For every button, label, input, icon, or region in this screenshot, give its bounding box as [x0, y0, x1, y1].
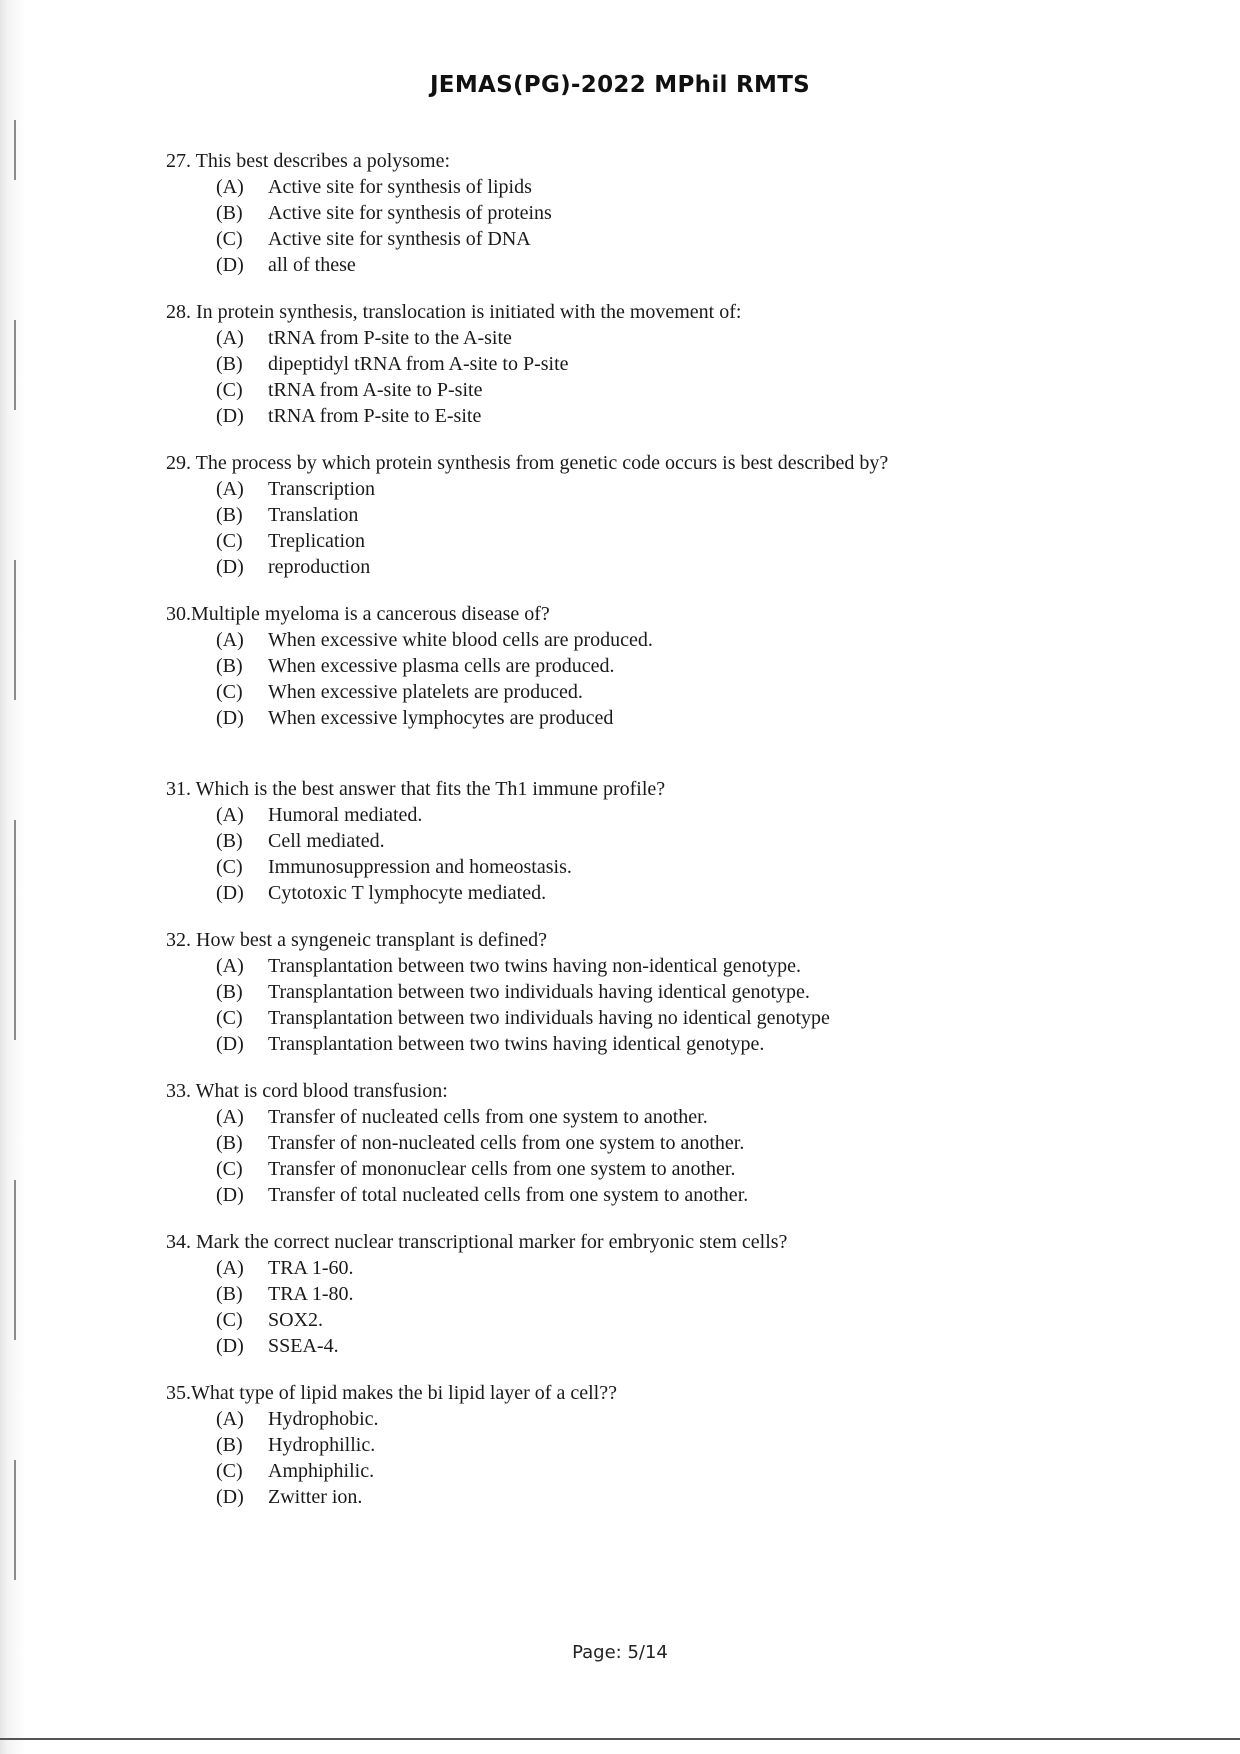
option-label: (C)	[216, 856, 243, 878]
option-item	[216, 953, 1066, 979]
option-label: (D)	[216, 556, 244, 578]
question-34	[166, 1229, 1066, 1359]
option-text: dipeptidyl tRNA from A-site to P-site	[268, 353, 569, 375]
option-label: (C)	[216, 1309, 243, 1331]
option-label: (A)	[216, 955, 244, 977]
option-list	[166, 476, 1066, 580]
option-item	[216, 880, 1066, 906]
question-29	[166, 450, 1066, 580]
option-list	[166, 174, 1066, 278]
option-item	[216, 403, 1066, 429]
option-label: (C)	[216, 530, 243, 552]
option-list	[166, 802, 1066, 906]
option-label: (B)	[216, 830, 243, 852]
option-text: Translation	[268, 504, 359, 526]
option-label: (D)	[216, 405, 244, 427]
option-label: (D)	[216, 1184, 244, 1206]
option-text: tRNA from P-site to the A-site	[268, 327, 512, 349]
question-text: 31. Which is the best answer that fits the Th1 immune profile?	[166, 778, 666, 800]
option-text: Humoral mediated.	[268, 804, 423, 826]
option-item	[216, 627, 1066, 653]
option-label: (A)	[216, 478, 244, 500]
option-item	[216, 1281, 1066, 1307]
option-item	[216, 1432, 1066, 1458]
option-item	[216, 174, 1066, 200]
option-text: Transplantation between two individuals having no identical genotype	[268, 1007, 830, 1029]
question-31	[166, 776, 1066, 906]
option-text: tRNA from A-site to P-site	[268, 379, 483, 401]
option-label: (C)	[216, 1007, 243, 1029]
option-label: (D)	[216, 882, 244, 904]
option-item	[216, 226, 1066, 252]
option-text: Zwitter ion.	[268, 1486, 363, 1508]
question-32	[166, 927, 1066, 1057]
option-item	[216, 705, 1066, 731]
option-label: (A)	[216, 1106, 244, 1128]
option-item	[216, 1484, 1066, 1510]
option-text: Transplantation between two twins having identical genotype.	[268, 1033, 765, 1055]
option-label: (A)	[216, 629, 244, 651]
option-item	[216, 1406, 1066, 1432]
option-text: SSEA-4.	[268, 1335, 339, 1357]
question-27	[166, 148, 1066, 278]
option-label: (A)	[216, 327, 244, 349]
option-list	[166, 1406, 1066, 1510]
scan-mark	[14, 320, 16, 410]
option-item	[216, 1255, 1066, 1281]
option-item	[216, 200, 1066, 226]
option-list	[166, 953, 1066, 1057]
question-text: 32. How best a syngeneic transplant is defined?	[166, 929, 548, 951]
option-text: Hydrophobic.	[268, 1408, 379, 1430]
option-text: Transplantation between two twins having non-identical genotype.	[268, 955, 802, 977]
option-list	[166, 325, 1066, 429]
option-text: Active site for synthesis of DNA	[268, 228, 531, 250]
option-text: Transfer of total nucleated cells from one system to another.	[268, 1184, 749, 1206]
option-item	[216, 351, 1066, 377]
option-label: (B)	[216, 1434, 243, 1456]
option-text: TRA 1-80.	[268, 1283, 354, 1305]
question-text: 34. Mark the correct nuclear transcriptional marker for embryonic stem cells?	[166, 1231, 788, 1253]
option-item	[216, 1333, 1066, 1359]
option-label: (A)	[216, 804, 244, 826]
option-text: When excessive lymphocytes are produced	[268, 707, 614, 729]
question-28	[166, 299, 1066, 429]
option-item	[216, 1458, 1066, 1484]
option-label: (B)	[216, 353, 243, 375]
option-item	[216, 325, 1066, 351]
question-list	[166, 148, 1066, 1510]
option-item	[216, 854, 1066, 880]
option-list	[166, 627, 1066, 731]
option-label: (D)	[216, 707, 244, 729]
question-text: 29. The process by which protein synthesis from genetic code occurs is best described by?	[166, 452, 889, 474]
scan-mark	[14, 1460, 16, 1580]
option-text: tRNA from P-site to E-site	[268, 405, 482, 427]
option-text: Active site for synthesis of proteins	[268, 202, 552, 224]
option-text: When excessive platelets are produced.	[268, 681, 583, 703]
option-label: (D)	[216, 1335, 244, 1357]
page-title: JEMAS(PG)-2022 MPhil RMTS	[429, 72, 811, 98]
option-text: reproduction	[268, 556, 371, 578]
option-text: Transfer of nucleated cells from one system to another.	[268, 1106, 708, 1128]
option-text: Cell mediated.	[268, 830, 385, 852]
option-text: Active site for synthesis of lipids	[268, 176, 532, 198]
option-text: Transplantation between two individuals having identical genotype.	[268, 981, 810, 1003]
option-item	[216, 1130, 1066, 1156]
option-label: (A)	[216, 1257, 244, 1279]
option-label: (B)	[216, 1283, 243, 1305]
option-list	[166, 1255, 1066, 1359]
option-item	[216, 502, 1066, 528]
option-label: (B)	[216, 981, 243, 1003]
question-text: 35.What type of lipid makes the bi lipid layer of a cell??	[166, 1382, 617, 1404]
option-item	[216, 1104, 1066, 1130]
scan-mark	[14, 560, 16, 700]
option-label: (B)	[216, 504, 243, 526]
option-item	[216, 252, 1066, 278]
option-label: (C)	[216, 1158, 243, 1180]
option-label: (C)	[216, 379, 243, 401]
option-text: TRA 1-60.	[268, 1257, 354, 1279]
question-33	[166, 1078, 1066, 1208]
option-list	[166, 1104, 1066, 1208]
scan-mark	[14, 1180, 16, 1340]
option-text: all of these	[268, 254, 356, 276]
option-text: Transfer of non-nucleated cells from one system to another.	[268, 1132, 745, 1154]
option-label: (B)	[216, 655, 243, 677]
option-item	[216, 528, 1066, 554]
option-label: (D)	[216, 1486, 244, 1508]
option-label: (C)	[216, 681, 243, 703]
option-item	[216, 476, 1066, 502]
question-35	[166, 1380, 1066, 1510]
option-text: When excessive plasma cells are produced.	[268, 655, 615, 677]
scan-mark	[14, 120, 16, 180]
option-item	[216, 1182, 1066, 1208]
option-label: (D)	[216, 1033, 244, 1055]
option-item	[216, 554, 1066, 580]
page-number: Page: 5/14	[572, 1642, 668, 1663]
option-item	[216, 1156, 1066, 1182]
option-label: (C)	[216, 1460, 243, 1482]
scan-mark	[14, 820, 16, 1040]
option-item	[216, 1005, 1066, 1031]
option-label: (B)	[216, 1132, 243, 1154]
option-item	[216, 979, 1066, 1005]
option-item	[216, 828, 1066, 854]
option-text: Transcription	[268, 478, 376, 500]
option-item	[216, 679, 1066, 705]
option-text: Hydrophillic.	[268, 1434, 376, 1456]
option-item	[216, 1307, 1066, 1333]
option-item	[216, 377, 1066, 403]
question-text: 33. What is cord blood transfusion:	[166, 1080, 448, 1102]
question-30	[166, 601, 1066, 731]
option-item	[216, 802, 1066, 828]
option-label: (C)	[216, 228, 243, 250]
question-text: 28. In protein synthesis, translocation is initiated with the movement of:	[166, 301, 742, 323]
option-item	[216, 653, 1066, 679]
option-label: (A)	[216, 176, 244, 198]
bottom-rule	[0, 1738, 1240, 1740]
option-text: Immunosuppression and homeostasis.	[268, 856, 572, 878]
question-text: 27. This best describes a polysome:	[166, 150, 451, 172]
option-text: SOX2.	[268, 1309, 324, 1331]
option-label: (A)	[216, 1408, 244, 1430]
question-text: 30.Multiple myeloma is a cancerous disease of?	[166, 603, 550, 625]
scan-edge	[0, 0, 26, 1754]
option-text: Transfer of mononuclear cells from one system to another.	[268, 1158, 736, 1180]
option-label: (B)	[216, 202, 243, 224]
option-text: Cytotoxic T lymphocyte mediated.	[268, 882, 547, 904]
option-text: When excessive white blood cells are produced.	[268, 629, 653, 651]
option-item	[216, 1031, 1066, 1057]
option-text: Treplication	[268, 530, 366, 552]
option-label: (D)	[216, 254, 244, 276]
option-text: Amphiphilic.	[268, 1460, 375, 1482]
